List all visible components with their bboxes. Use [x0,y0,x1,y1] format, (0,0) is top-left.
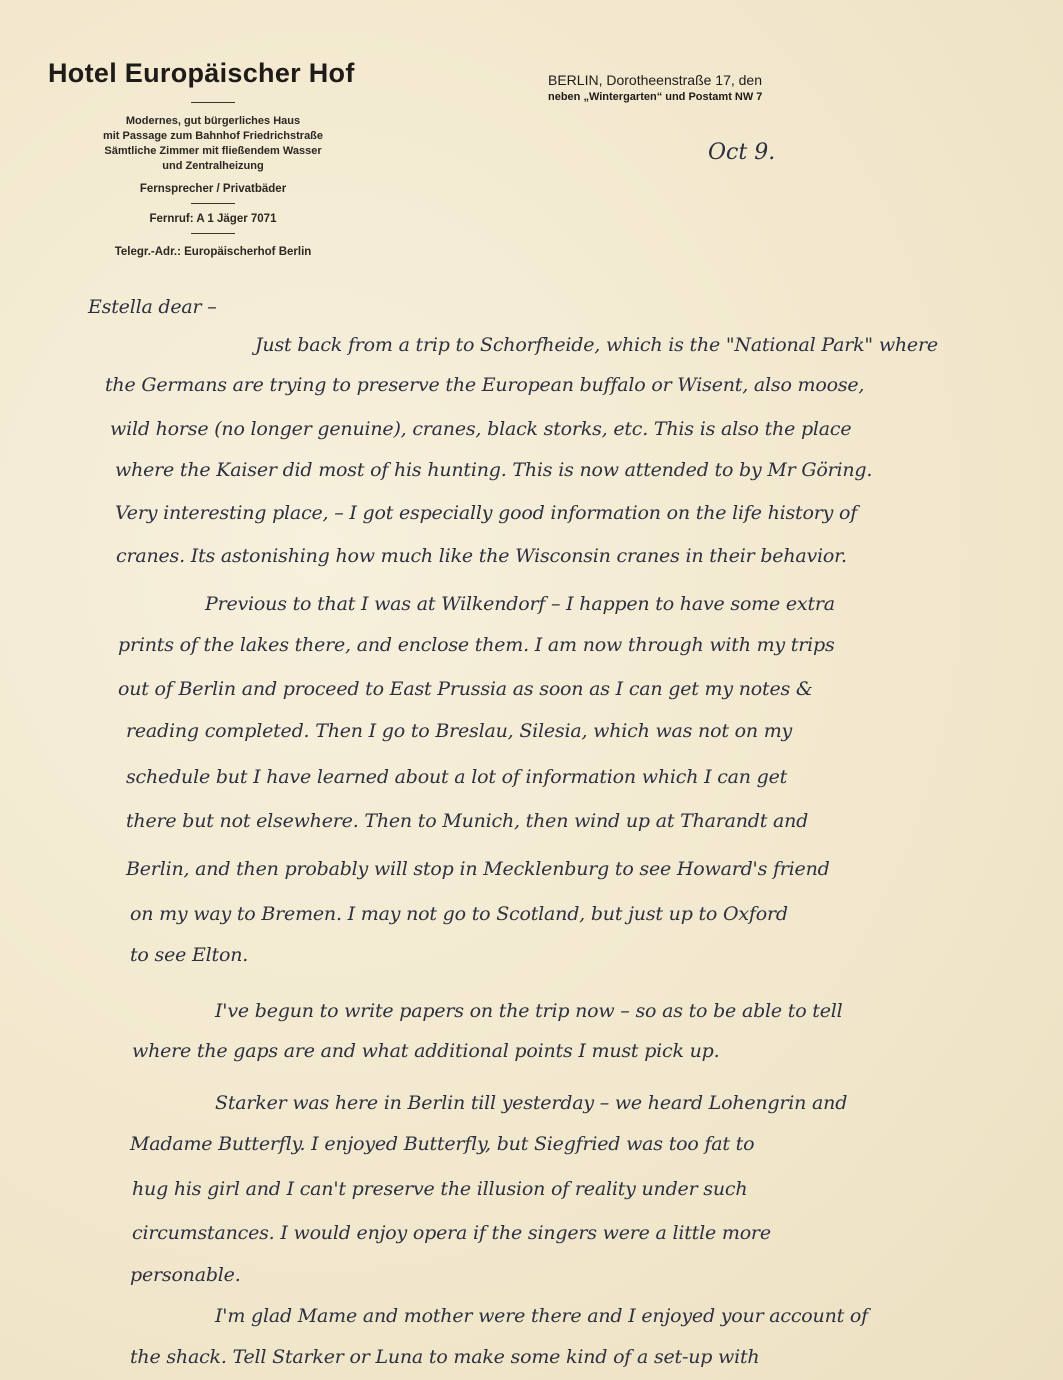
letter-date: Oct 9. [708,140,776,165]
handwritten-line: out of Berlin and proceed to East Prussia as soon as I can get my notes & [118,678,813,700]
letterhead-details [48,102,378,258]
handwritten-line: circumstances. I would enjoy opera if the singers were a little more [132,1222,771,1244]
handwritten-line: to see Elton. [130,944,249,966]
handwritten-line: cranes. Its astonishing how much like the Wisconsin cranes in their behavior. [116,545,847,567]
handwritten-line: I'm glad Mame and mother were there and I enjoyed your account of [215,1305,868,1327]
hotel-name: Hotel Europäischer Hof [48,58,355,88]
handwritten-line: where the Kaiser did most of his hunting. This is now attended to by Mr Göring. [115,459,873,481]
description-line: und Zentralheizung [162,160,264,172]
handwritten-line: there but not elsewhere. Then to Munich, then wind up at Tharandt and [126,810,809,832]
phone-line: Fernsprecher / Privatbäder [139,183,287,195]
handwritten-line: the Germans are trying to preserve the European buffalo or Wisent, also moose, [105,374,865,396]
divider [191,233,235,234]
description-line: Sämtliche Zimmer mit fließendem Wasser [104,145,322,157]
address-line: BERLIN, Dorotheenstraße 17, den [548,72,763,88]
fernruf-line: Fernruf: A 1 Jäger 7071 [149,213,277,225]
handwritten-line: hug his girl and I can't preserve the illusion of reality under such [132,1178,748,1200]
divider [191,102,235,103]
handwritten-line: prints of the lakes there, and enclose them. I am now through with my trips [118,634,835,656]
handwritten-line: on my way to Bremen. I may not go to Scotland, but just up to Oxford [130,903,788,925]
handwritten-line: where the gaps are and what additional points I must pick up. [132,1040,720,1062]
handwritten-line: Just back from a trip to Schorfheide, which is the "National Park" where [255,334,938,356]
handwritten-line: personable. [130,1264,241,1286]
hotel-address [548,72,762,103]
salutation: Estella dear – [88,296,217,318]
telegram-address: Telegr.-Adr.: Europäischerhof Berlin [114,246,312,258]
handwritten-line: Very interesting place, – I got especially good information on the life history of [115,502,858,524]
handwritten-line: schedule but I have learned about a lot of information which I can get [126,766,788,788]
divider [191,203,235,204]
handwritten-line: Starker was here in Berlin till yesterday – we heard Lohengrin and [215,1092,848,1114]
description-line: mit Passage zum Bahnhof Friedrichstraße [102,130,324,142]
description-line: Modernes, gut bürgerliches Haus [125,115,301,127]
handwritten-line: wild horse (no longer genuine), cranes, black storks, etc. This is also the place [110,418,852,440]
hotel-description [48,114,378,174]
address-line: neben „Wintergarten“ und Postamt NW 7 [548,91,763,103]
handwritten-line: Madame Butterfly. I enjoyed Butterfly, but Siegfried was too fat to [130,1133,755,1155]
letterhead [48,58,388,89]
handwritten-line: I've begun to write papers on the trip now – so as to be able to tell [215,1000,843,1022]
handwritten-line: Berlin, and then probably will stop in Mecklenburg to see Howard's friend [126,858,830,880]
handwritten-line: Previous to that I was at Wilkendorf – I happen to have some extra [205,593,835,615]
handwritten-line: the shack. Tell Starker or Luna to make some kind of a set-up with [130,1346,760,1368]
handwritten-line: reading completed. Then I go to Breslau, Silesia, which was not on my [126,720,793,742]
